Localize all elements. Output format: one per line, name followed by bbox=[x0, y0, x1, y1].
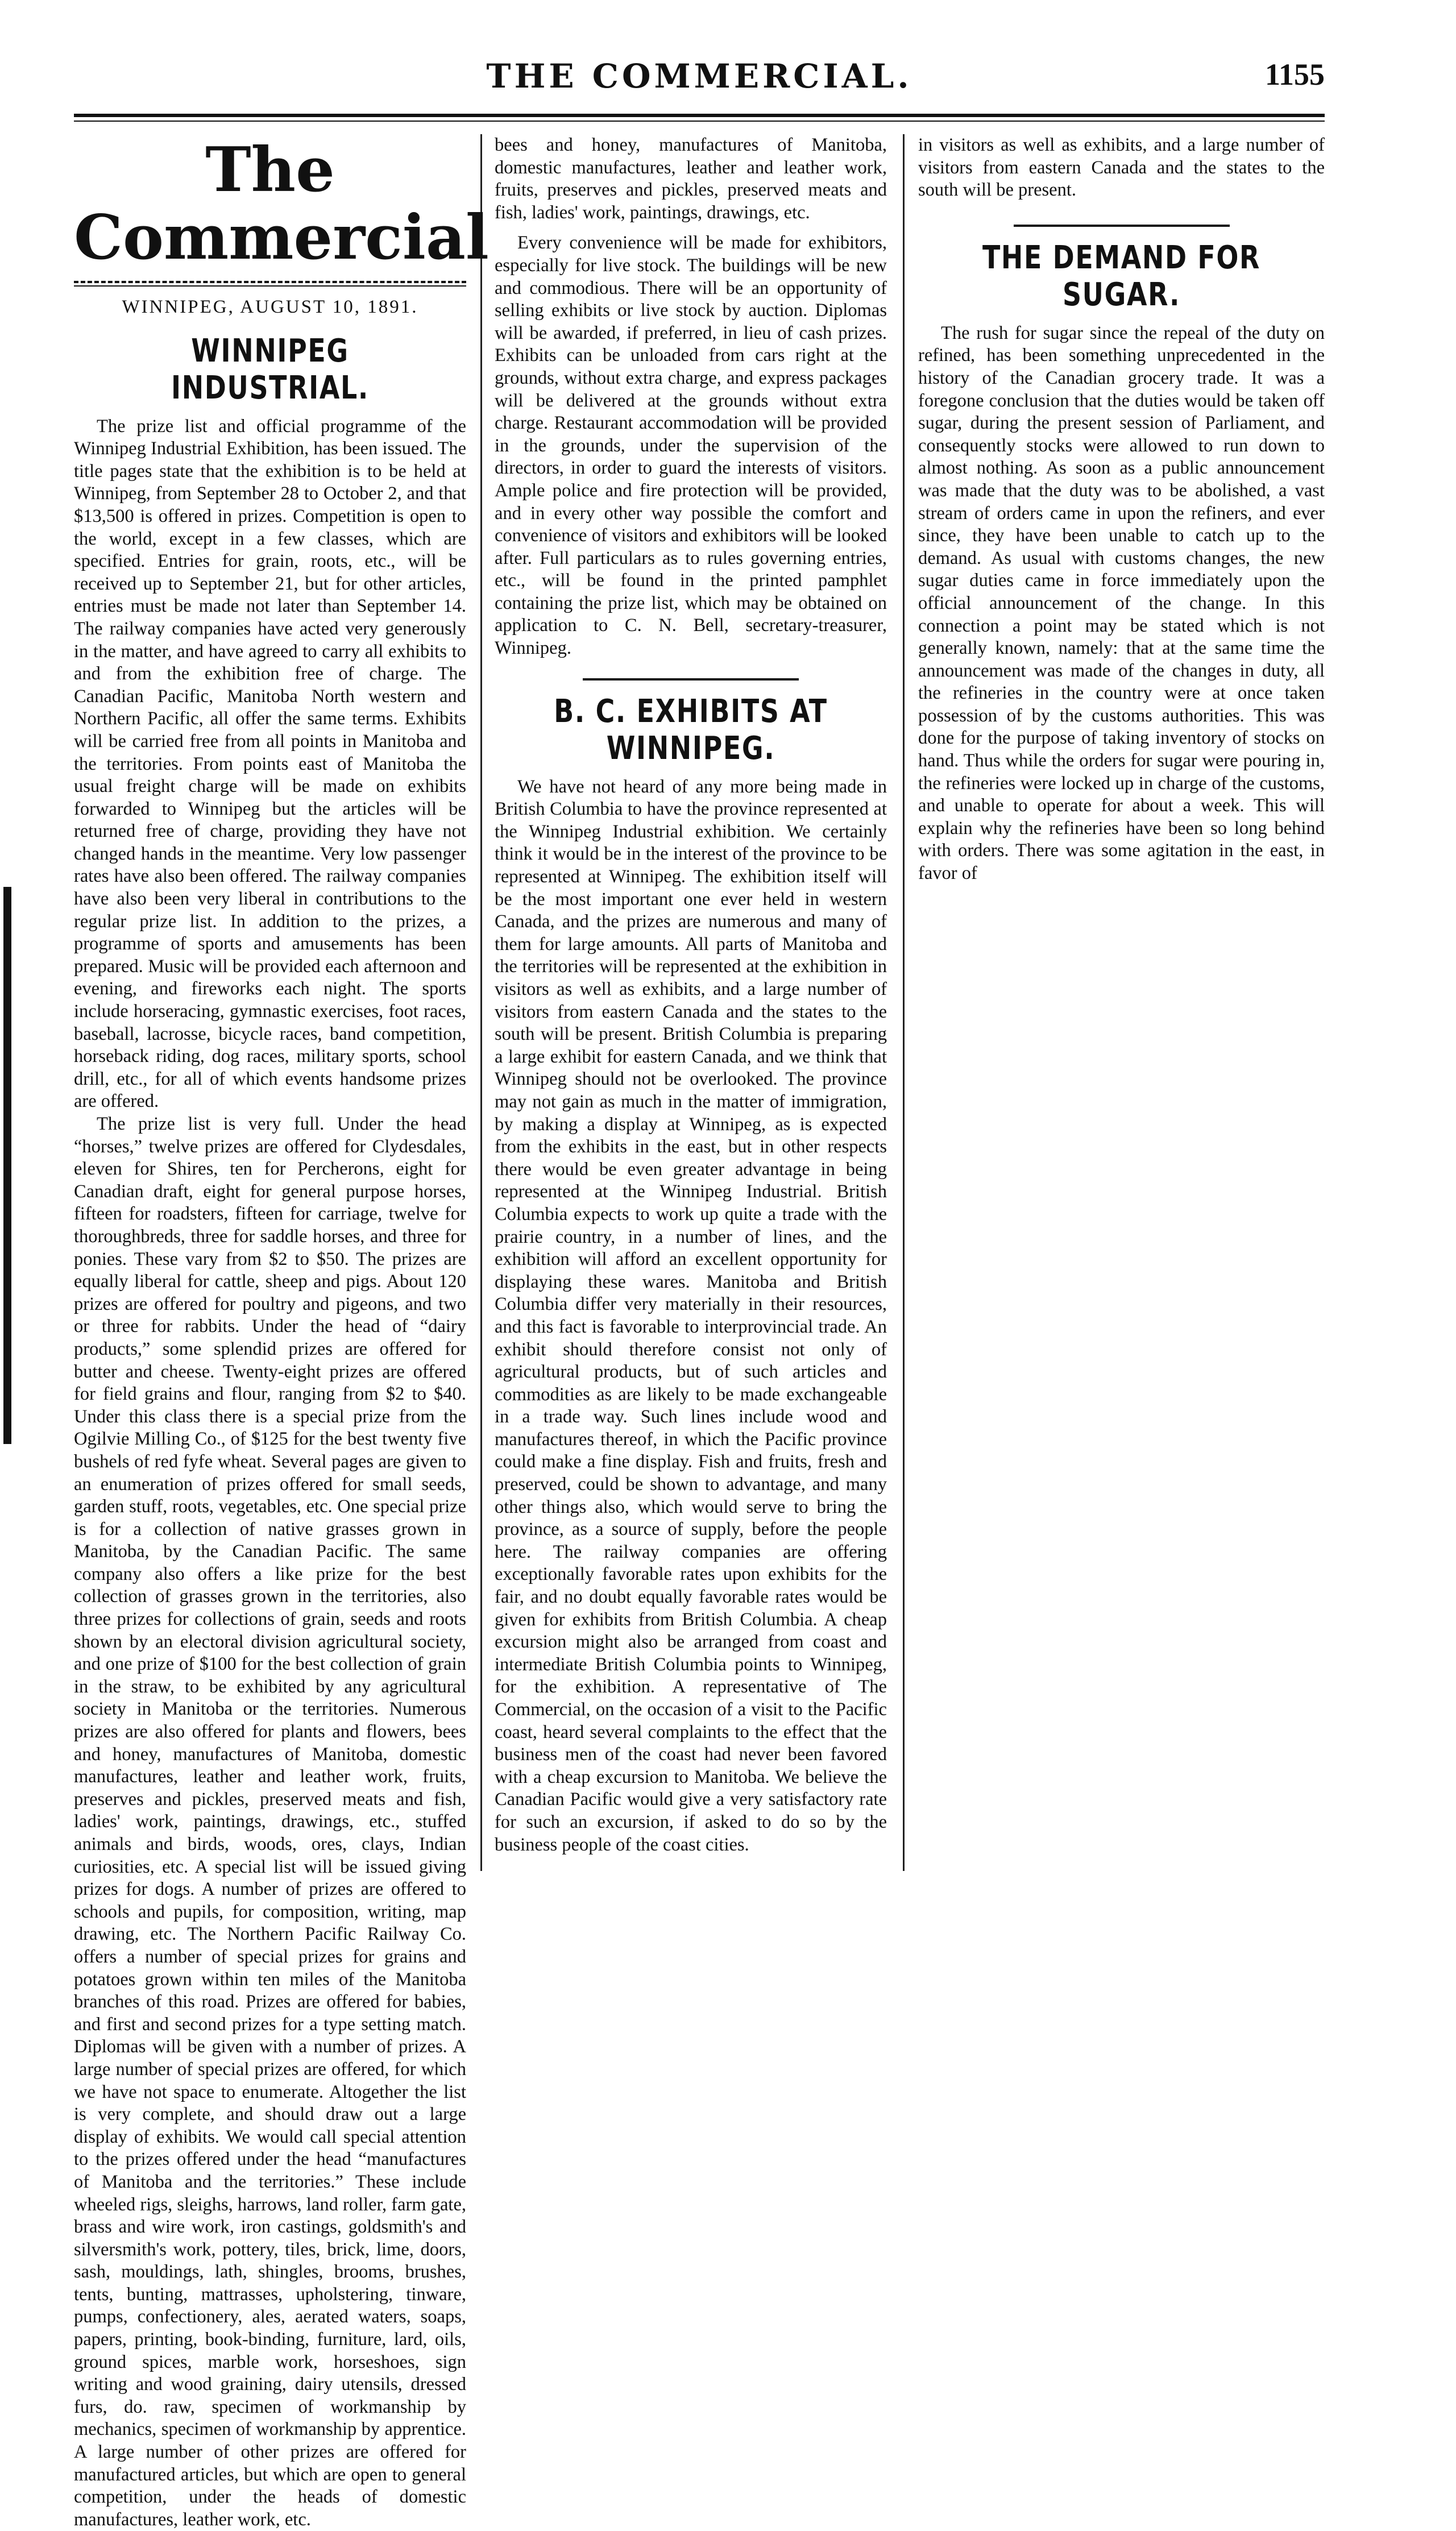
dateline: WINNIPEG, AUGUST 10, 1891. bbox=[122, 296, 418, 317]
binding-edge-mark bbox=[3, 887, 11, 1444]
masthead-title: The Commercial bbox=[74, 134, 489, 273]
column-1 bbox=[74, 134, 489, 2530]
masthead-rule bbox=[74, 285, 466, 287]
column-rule bbox=[480, 134, 482, 1871]
article-headline: B. C. EXHIBITS AT WINNIPEG. bbox=[554, 692, 828, 767]
article-paragraph: The rush for sugar since the repeal of the duty on refined, has been something unprecedented in the history of the Canadian grocery trade. It was a foregone conclusion that the duties would be taken off sugar, during the present session of Parliament, and consequently stocks were allowed to run down to almost nothing. As soon as a public announcement was made that the duty was to be abolished, a vast stream of orders came in upon the refiners, and ever since, they have been unable to catch up to the demand. As usual with customs changes, the new sugar duties came in force immediately upon the official announcement of the change. In this connection a point may be stated which is not generally known, namely: that at the same time the announcement was made of the changes in duty, all the refineries in the country were at once taken possession of by the customs authorities. This was done for the purpose of taking inventory of stocks on hand. Thus while the orders for sugar were pouring in, the refineries were locked up in charge of the customs, and unable to operate for about a week. This will explain why the refineries have been so long behind with orders. There was some agitation in the east, in favor of bbox=[918, 322, 1325, 884]
running-head bbox=[74, 52, 1325, 105]
article-headline: THE DEMAND FOR SUGAR. bbox=[982, 239, 1261, 313]
article-paragraph-continued: bees and honey, manufactures of Manitoba, domestic manufactures, leather and leather work, fruits, preserves and pickles, preserved meats and fish, ladies' work, paintings, drawings, etc. bbox=[495, 135, 887, 223]
article-paragraph: Every convenience will be made for exhibitors, especially for live stock. The buildings will be new and commodious. There will be an opportunity of selling exhibits or live stock by auction. Diplomas will be awarded, if preferred, in lieu of cash prizes. Exhibits can be unloaded from cars right at the grounds, without extra charge, and express packages will be delivered at the grounds without extra charge. Restaurant accommodation will be provided in the grounds, under the supervision of the directors, in order to guard the interests of visitors. Ample police and fire protection will be provided, and in every other way possible the comfort and convenience of visitors and exhibitors will be looked after. Full particulars as to rules governing entries, etc., will be found in the printed pamphlet containing the prize list, which may be obtained on application to C. N. Bell, secretary-treasurer, Winnipeg. bbox=[495, 233, 887, 659]
running-title: THE COMMERCIAL. bbox=[486, 57, 912, 96]
column-rule bbox=[903, 134, 905, 1871]
column-3 bbox=[918, 134, 1325, 1871]
section-rule bbox=[1014, 225, 1230, 227]
masthead-rule bbox=[74, 281, 466, 283]
header-rule bbox=[74, 114, 1325, 122]
article-paragraph-continued: in visitors as well as exhibits, and a large number of visitors from eastern Canada and the states to the south will be present. bbox=[918, 135, 1325, 201]
column-2 bbox=[495, 134, 887, 1871]
article-paragraph: The prize list and official programme of the Winnipeg Industrial Exhibition, has been issued. The title pages state that the exhibition is to be held at Winnipeg, from September 28 to October 2, and that $13,500 is offered in prizes. Competition is open to the world, except in a few classes, which are specified. Entries for grain, roots, etc., will be received up to September 21, but for other articles, entries must be made not later than September 14. The railway companies have acted very generously in the matter, and have agreed to carry all exhibits to and from the exhibition free of charge. The Canadian Pacific, Manitoba North western and Northern Pacific, all offer the same terms. Exhibits will be carried free from all points in Manitoba and the territories. From points east of Manitoba the usual freight charge will be made on exhibits forwarded to Winnipeg but the articles will be returned free of charge, providing they have not changed hands in the meantime. Very low passenger rates have also been offered. The railway companies have also been very liberal in contributions to the regular prize list. In addition to the prizes, a programme of sports and amusements has been prepared. Music will be provided each afternoon and evening, and fireworks each night. The sports include horseracing, gymnastic exercises, foot races, baseball, lacrosse, bicycle races, band competition, horseback riding, dog races, military sports, school drill, etc., for all of which events handsome prizes are offered. bbox=[74, 416, 466, 1112]
article-paragraph: The prize list is very full. Under the head “horses,” twelve prizes are offered for Clydesdales, eleven for Shires, ten for Percherons, eight for Canadian draft, eight for general purpose horses, fifteen for roadsters, fifteen for carriage, twelve for thoroughbreds, three for saddle horses, and three for ponies. These vary from $2 to $50. The prizes are equally liberal for cattle, sheep and pigs. About 120 prizes are offered for poultry and pigeons, and two or three for rabbits. Under the head of “dairy products,” some splendid prizes are offered for butter and cheese. Twenty-eight prizes are offered for field grains and flour, ranging from $2 to $40. Under this class there is a special prize from the Ogilvie Milling Co., of $125 for the best twenty five bushels of red fyfe wheat. Several pages are given to an enumeration of prizes offered for small seeds, garden stuff, roots, vegetables, etc. One special prize is for a collection of native grasses grown in Manitoba, by the Canadian Pacific. The same company also offers a like prize for the best collection of grasses grown in the territories, also three prizes for collections of grain, seeds and roots shown by an electoral division agricultural society, and one prize of $100 for the best collection of grain in the straw, to be exhibited by any agricultural society in Manitoba or the territories. Numerous prizes are also offered for plants and flowers, bees and honey, manufactures of Manitoba, domestic manufactures, leather and leather work, fruits, preserves and pickles, preserved meats and fish, ladies' work, paintings, drawings, etc., stuffed animals and birds, woods, ores, clays, Indian curiosities, etc. A special list will be issued giving prizes for dogs. A number of prizes are offered to schools and pupils, for composition, writing, map drawing, etc. The Northern Pacific Railway Co. offers a number of special prizes for grains and potatoes grown within ten miles of the Manitoba branches of this road. Prizes are offered for babies, and first and second prizes for a type setting match. Diplomas will be given with a number of prizes. A large number of special prizes are offered, for which we have not space to enumerate. Altogether the list is very complete, and should draw out a large display of exhibits. We would call special attention to the prizes offered under the head “manufactures of Manitoba and the territories.” These include wheeled rigs, sleighs, harrows, land roller, farm gate, brass and wire work, iron castings, goldsmith's and silversmith's work, pottery, tiles, brick, lime, doors, sash, mouldings, lath, shingles, brooms, brushes, tents, bunting, mattrasses, upholstering, tinware, pumps, confectionery, ales, aerated waters, soaps, papers, printing, book-binding, furniture, lard, oils, ground spices, marble work, horseshoes, sign writing and wood graining, dairy utensils, dressed furs, do. raw, specimen of workmanship by mechanics, specimen of workmanship by apprentice. A large number of other prizes are offered for manufactured articles, but which are open to general competition, under the heads of domestic manufactures, leather work, etc. bbox=[74, 1114, 467, 2530]
page-number: 1155 bbox=[1264, 57, 1325, 92]
article-paragraph: We have not heard of any more being made in British Columbia to have the province represented at the Winnipeg Industrial exhibition. We certainly think it would be in the interest of the province to be represented at Winnipeg. The exhibition itself will be the most important one ever held in western Canada, and the prizes are numerous and many of them for large amounts. All parts of Manitoba and the territories will be represented at the exhibition in visitors as well as exhibits, and a large number of visitors from eastern Canada and the states to the south will be present. British Columbia is preparing a large exhibit for eastern Canada, and we think that Winnipeg should not be overlooked. The province may not gain as much in the matter of immigration, by making a display at Winnipeg, as is expected from the exhibits in the east, but in other respects there would be even greater advantage in being represented at the Winnipeg Industrial. British Columbia expects to work up quite a trade with the prairie country, in a number of lines, and the exhibition will afford an excellent opportunity for displaying these wares. Manitoba and British Columbia differ very materially in their resources, and this fact is favorable to interprovincial trade. An exhibit should therefore consist not only of agricultural products, but of such articles and commodities as are likely to be made exchangeable in a trade way. Such lines include wood and manufactures thereof, in which the Pacific province could make a fine display. Fish and fruits, fresh and preserved, could be shown to advantage, and many other things also, which would serve to bring the province, as a source of supply, before the people here. The railway companies are offering exceptionally favorable rates upon exhibits for the fair, and no doubt equally favorable rates would be given for exhibits from British Columbia. A cheap excursion might also be arranged from coast and intermediate British Columbia points to Winnipeg, for the exhibition. A representative of The Commercial, on the occasion of a visit to the Pacific coast, heard several complaints to the effect that the business men of the coast had never been favored with a cheap excursion to Manitoba. We believe the Canadian Pacific would give a very satisfactory rate for such an excursion, if asked to do so by the business people of the coast cities. bbox=[495, 776, 887, 1855]
section-rule bbox=[583, 678, 799, 681]
article-headline: WINNIPEG INDUSTRIAL. bbox=[171, 332, 370, 406]
